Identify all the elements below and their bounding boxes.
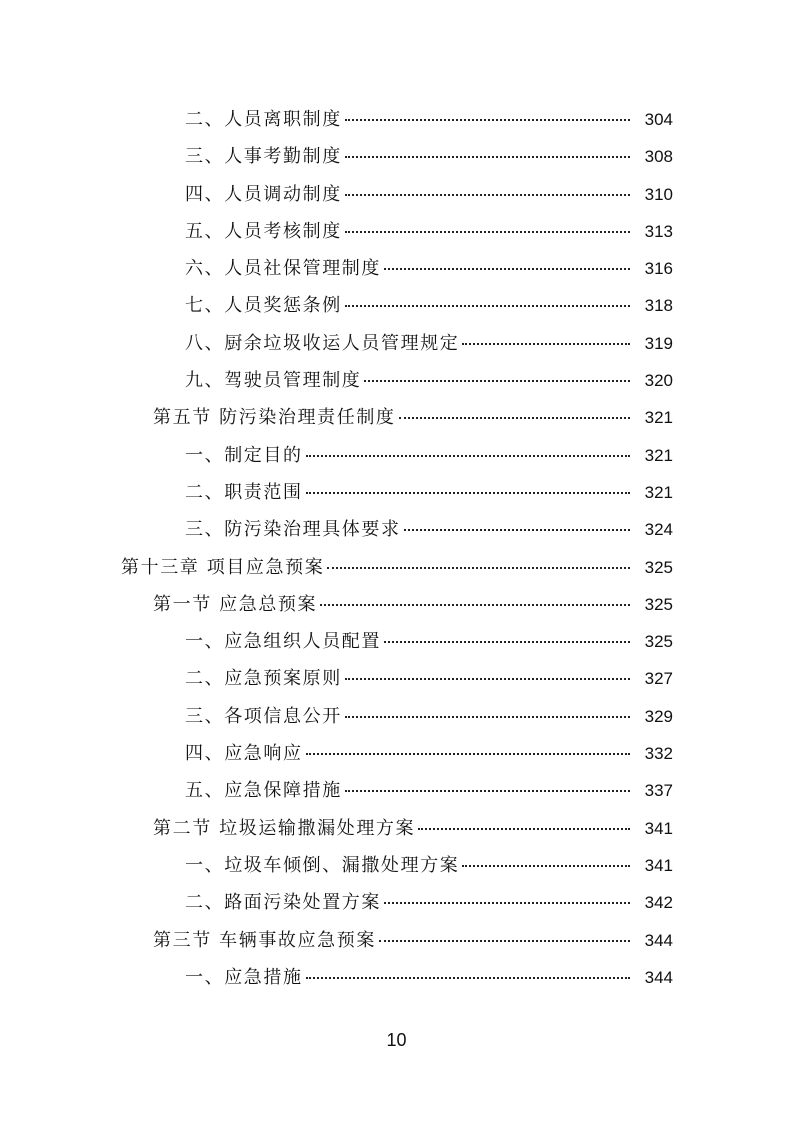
toc-entry-page-number: 310 bbox=[644, 184, 673, 204]
toc-entry-title: 一、垃圾车倾倒、漏撒处理方案 bbox=[185, 854, 460, 876]
toc-entry[interactable] bbox=[0, 437, 793, 474]
toc-entry-page-number: 337 bbox=[644, 781, 673, 801]
toc-entry-page-number: 318 bbox=[644, 296, 673, 316]
toc-entry-page-number: 341 bbox=[644, 818, 673, 838]
toc-entry-title: 三、各项信息公开 bbox=[185, 705, 342, 727]
toc-entry-page-number: 319 bbox=[644, 333, 673, 353]
toc-entry-title: 三、防污染治理具体要求 bbox=[185, 519, 401, 541]
toc-dot-leader bbox=[462, 865, 630, 867]
toc-entry[interactable] bbox=[0, 772, 793, 809]
toc-entry[interactable] bbox=[0, 474, 793, 511]
toc-entry-page-number: 344 bbox=[644, 967, 673, 987]
toc-entry[interactable] bbox=[0, 325, 793, 362]
toc-dot-leader bbox=[345, 156, 630, 158]
toc-entry-title: 二、职责范围 bbox=[185, 481, 303, 503]
toc-entry-title: 六、人员社保管理制度 bbox=[185, 258, 381, 280]
toc-entry-page-number: 313 bbox=[644, 221, 673, 241]
toc-entry-title: 九、驾驶员管理制度 bbox=[185, 370, 362, 392]
toc-entry[interactable] bbox=[0, 847, 793, 884]
toc-entry-page-number: 341 bbox=[644, 855, 673, 875]
toc-entry-title: 一、应急组织人员配置 bbox=[185, 631, 381, 653]
toc-entry[interactable] bbox=[0, 735, 793, 772]
toc-dot-leader bbox=[384, 268, 630, 270]
toc-entry-page-number: 308 bbox=[644, 147, 673, 167]
toc-dot-leader bbox=[399, 417, 630, 419]
toc-entry-title: 第二节 垃圾运输撒漏处理方案 bbox=[153, 817, 416, 839]
toc-entry-title: 二、人员离职制度 bbox=[185, 109, 342, 130]
toc-entry-page-number: 316 bbox=[644, 259, 673, 279]
toc-entry-page-number: 320 bbox=[644, 371, 673, 391]
toc-entry-title: 第三节 车辆事故应急预案 bbox=[153, 929, 376, 951]
toc-dot-leader bbox=[306, 492, 630, 494]
toc-dot-leader bbox=[306, 455, 630, 457]
toc-entry-page-number: 321 bbox=[644, 408, 673, 428]
toc-entry[interactable] bbox=[0, 884, 793, 921]
toc-entry-title: 三、人事考勤制度 bbox=[185, 146, 342, 168]
toc-entry-page-number: 321 bbox=[644, 482, 673, 502]
toc-entry-page-number: 327 bbox=[644, 669, 673, 689]
toc-dot-leader bbox=[320, 604, 630, 606]
toc-entry-page-number: 321 bbox=[644, 445, 673, 465]
toc-dot-leader bbox=[345, 790, 630, 792]
toc-entry-page-number: 325 bbox=[644, 632, 673, 652]
toc-entry-title: 二、应急预案原则 bbox=[185, 668, 342, 690]
toc-dot-leader bbox=[462, 343, 630, 345]
toc-entry[interactable] bbox=[0, 511, 793, 548]
toc-entry[interactable] bbox=[0, 549, 793, 586]
toc-entry[interactable] bbox=[0, 176, 793, 213]
toc-entry-title: 八、厨余垃圾收运人员管理规定 bbox=[185, 332, 460, 354]
toc-entry-title: 五、人员考核制度 bbox=[185, 220, 342, 242]
toc-dot-leader bbox=[345, 231, 630, 233]
toc-entry-title: 一、应急措施 bbox=[185, 966, 303, 988]
toc-dot-leader bbox=[364, 380, 630, 382]
toc-entry-title: 第一节 应急总预案 bbox=[153, 593, 318, 615]
toc-dot-leader bbox=[384, 902, 630, 904]
toc-entry-title: 五、应急保障措施 bbox=[185, 780, 342, 802]
toc-entry-title: 第五节 防污染治理责任制度 bbox=[153, 407, 396, 429]
toc-entry-title: 四、人员调动制度 bbox=[185, 183, 342, 205]
toc-entry-page-number: 329 bbox=[644, 706, 673, 726]
toc-dot-leader bbox=[306, 977, 630, 979]
toc-entry[interactable] bbox=[0, 399, 793, 436]
toc-dot-leader bbox=[404, 529, 630, 531]
toc-dot-leader bbox=[345, 305, 630, 307]
toc-entry[interactable] bbox=[0, 922, 793, 959]
toc-dot-leader bbox=[327, 567, 630, 569]
toc-entry[interactable] bbox=[0, 213, 793, 250]
toc-entry[interactable] bbox=[0, 623, 793, 660]
toc-entry[interactable] bbox=[0, 362, 793, 399]
toc-entry[interactable] bbox=[0, 959, 793, 996]
toc-entry-page-number: 325 bbox=[644, 594, 673, 614]
toc-dot-leader bbox=[418, 828, 630, 830]
toc-entry-title: 七、人员奖惩条例 bbox=[185, 295, 342, 317]
toc-entry-title: 一、制定目的 bbox=[185, 444, 303, 466]
toc-entry-page-number: 324 bbox=[644, 520, 673, 540]
toc-dot-leader bbox=[345, 194, 630, 196]
toc-entry[interactable] bbox=[0, 250, 793, 287]
toc-dot-leader bbox=[306, 753, 630, 755]
toc-entry[interactable] bbox=[0, 287, 793, 324]
toc-dot-leader bbox=[345, 678, 630, 680]
toc-entry[interactable] bbox=[0, 810, 793, 847]
toc-entry[interactable] bbox=[0, 138, 793, 175]
page-number: 10 bbox=[386, 1030, 407, 1050]
toc-entry-page-number: 325 bbox=[644, 557, 673, 577]
toc-entry-page-number: 304 bbox=[644, 110, 673, 129]
toc-dot-leader bbox=[384, 641, 630, 643]
toc-entry-page-number: 342 bbox=[644, 893, 673, 913]
toc-dot-leader bbox=[379, 940, 630, 942]
toc-entry[interactable] bbox=[0, 660, 793, 697]
toc-entry-title: 二、路面污染处置方案 bbox=[185, 892, 381, 914]
toc-entry-title: 四、应急响应 bbox=[185, 743, 303, 765]
table-of-contents bbox=[0, 101, 793, 996]
toc-dot-leader bbox=[345, 119, 630, 121]
toc-entry[interactable] bbox=[0, 586, 793, 623]
toc-entry[interactable] bbox=[0, 698, 793, 735]
toc-entry-title: 第十三章 项目应急预案 bbox=[121, 556, 325, 578]
toc-dot-leader bbox=[345, 716, 630, 718]
toc-entry[interactable] bbox=[0, 101, 793, 138]
toc-entry-page-number: 332 bbox=[644, 744, 673, 764]
toc-entry-page-number: 344 bbox=[644, 930, 673, 950]
